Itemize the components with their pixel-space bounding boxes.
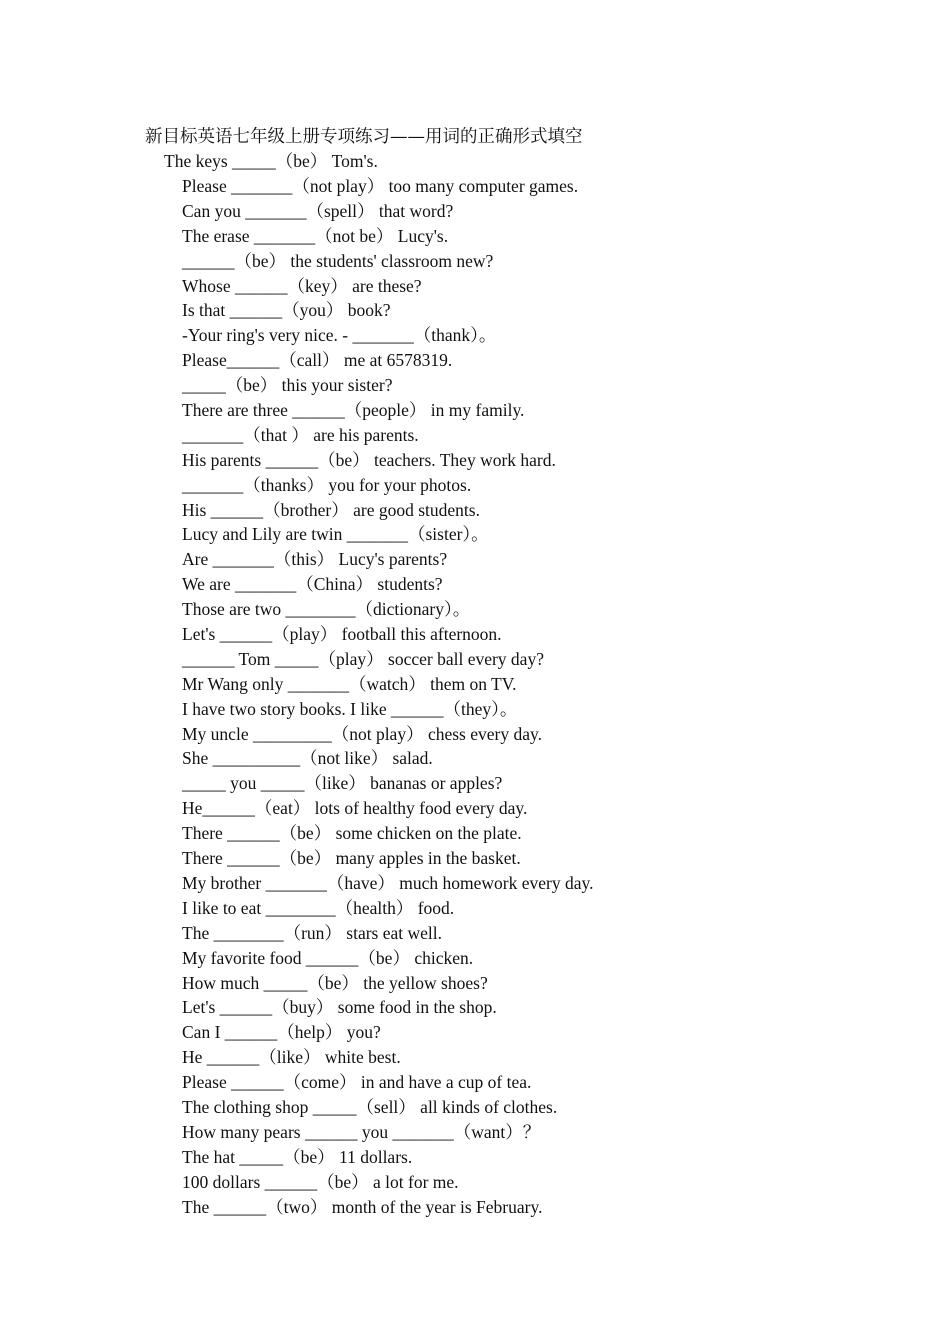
exercise-item: His parents ______（be） teachers. They work hard. <box>182 449 556 470</box>
exercise-item: We are _______（China） students? <box>182 574 443 595</box>
exercise-item: Lucy and Lily are twin _______（sister）。 <box>182 524 489 545</box>
exercise-item: The erase _______（not be） Lucy's. <box>182 225 449 246</box>
exercise-item: She __________（not like） salad. <box>182 748 433 769</box>
exercise-item: Are _______（this） Lucy's parents? <box>182 549 448 570</box>
exercise-list <box>182 174 593 1219</box>
exercise-item: Please ______（come） in and have a cup of tea. <box>182 1072 532 1093</box>
exercise-item: How much _____（be） the yellow shoes? <box>182 972 488 993</box>
exercise-item: I have two story books. I like ______（they）。 <box>182 698 518 719</box>
exercise-item: There ______（be） many apples in the basket. <box>182 848 521 869</box>
exercise-item: The hat _____（be） 11 dollars. <box>182 1146 413 1167</box>
exercise-item: Let's ______（buy） some food in the shop. <box>182 997 497 1018</box>
exercise-item: My brother _______（have） much homework every day. <box>182 872 594 893</box>
exercise-item: 100 dollars ______（be） a lot for me. <box>182 1171 459 1192</box>
exercise-item: Those are two ________（dictionary）。 <box>182 599 471 620</box>
exercise-item: He______（eat） lots of healthy food every day. <box>182 798 528 819</box>
exercise-item: ______（be） the students' classroom new? <box>182 250 494 271</box>
exercise-item: _____（be） this your sister? <box>182 375 393 396</box>
exercise-item: My favorite food ______（be） chicken. <box>182 947 474 968</box>
exercise-item: The ______（two） month of the year is February. <box>182 1196 543 1217</box>
exercise-item-1: The keys _____（be） Tom's. <box>164 151 378 171</box>
exercise-item: _____ you _____（like） bananas or apples? <box>182 773 503 794</box>
exercise-item: There ______（be） some chicken on the plate. <box>182 823 522 844</box>
exercise-item: Please _______（not play） too many computer games. <box>182 176 579 196</box>
exercise-item: I like to eat ________（health） food. <box>182 897 455 918</box>
exercise-item: _______（that ） are his parents. <box>182 424 419 445</box>
exercise-item: My uncle _________（not play） chess every day. <box>182 723 542 744</box>
exercise-item: Whose ______（key） are these? <box>182 275 422 296</box>
exercise-item: The clothing shop _____（sell） all kinds of clothes. <box>182 1096 558 1117</box>
exercise-item: He ______（like） white best. <box>182 1047 401 1068</box>
exercise-item: ______ Tom _____（play） soccer ball every day? <box>182 648 544 669</box>
exercise-item: Is that ______（you） book? <box>182 300 391 321</box>
document-title <box>145 124 583 150</box>
exercise-item: Mr Wang only _______（watch） them on TV. <box>182 673 517 694</box>
exercise-item: -Your ring's very nice. - _______（thank）。 <box>182 325 497 346</box>
exercise-item: There are three ______（people） in my family. <box>182 400 525 421</box>
exercise-item: How many pears ______ you _______（want）？ <box>182 1121 541 1142</box>
exercise-item: Let's ______（play） football this afternoon. <box>182 624 502 645</box>
exercise-item: _______（thanks） you for your photos. <box>182 474 472 495</box>
exercise-item: Can you _______（spell） that word? <box>182 200 454 221</box>
exercise-item: Please______（call） me at 6578319. <box>182 350 453 371</box>
exercise-item: The ________（run） stars eat well. <box>182 922 443 943</box>
document-title-text: 新目标英语七年级上册专项练习——用词的正确形式填空 <box>145 127 583 147</box>
exercise-item: Can I ______（help） you? <box>182 1022 381 1043</box>
exercise-item: His ______（brother） are good students. <box>182 499 480 520</box>
